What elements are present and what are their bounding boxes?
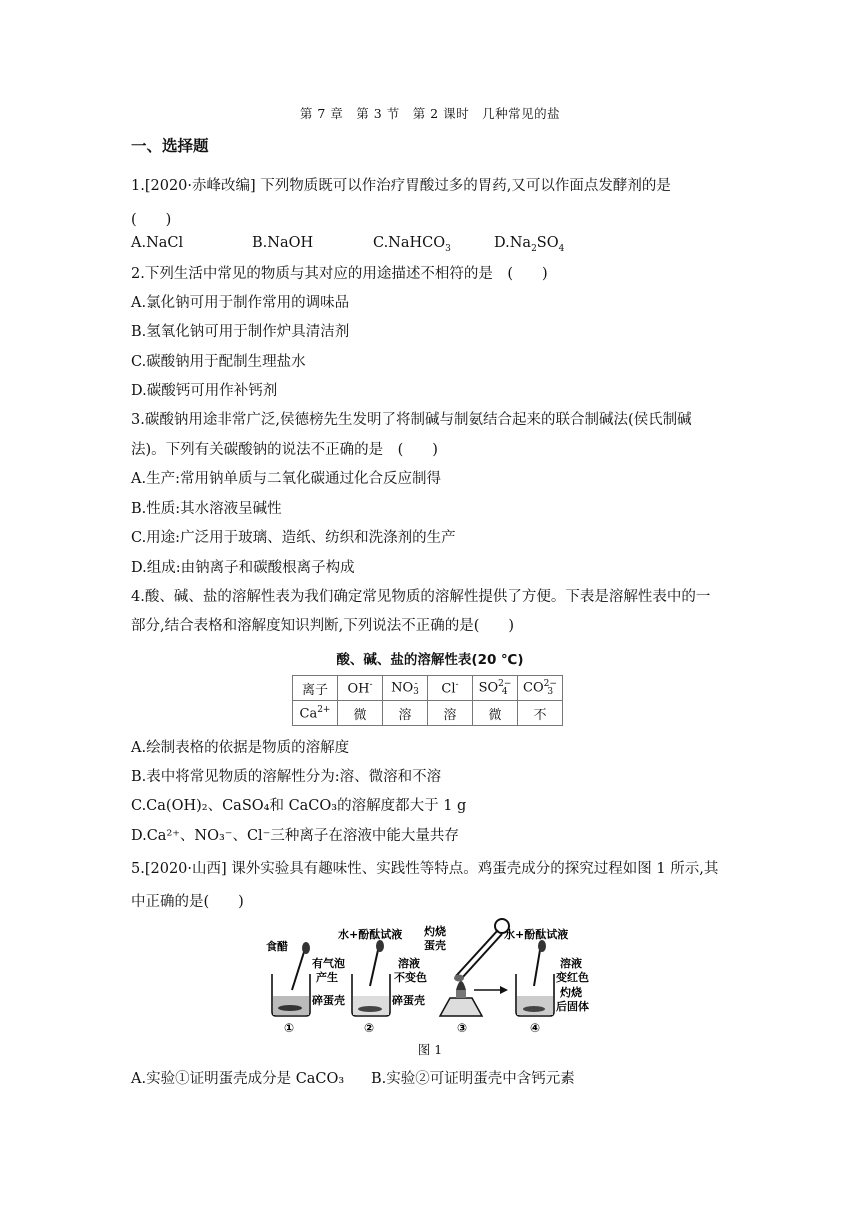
co3-text: CO (523, 680, 544, 696)
table-cell-no3 (383, 676, 428, 701)
label-no-change-1: 溶液 (398, 957, 420, 970)
q4-option-c: C.Ca(OH)₂、CaSO₄和 CaCO₃的溶解度都大于 1 g (131, 798, 467, 814)
arrow-icon (474, 986, 508, 994)
label-residue-2: 后固体 (556, 1000, 589, 1013)
no3-text: NO (391, 680, 414, 696)
q4-option-b: B.表中将常见物质的溶解性分为:溶、微溶和不溶 (131, 769, 442, 785)
so4-text: SO (478, 680, 499, 696)
label-shell-2: 碎蛋壳 (392, 994, 425, 1007)
oh-text: OH (347, 681, 370, 697)
table-cell-ca-co3: 不 (518, 701, 563, 726)
chapter-header: 第 7 章 第 3 节 第 2 课时 几种常见的盐 (299, 106, 561, 121)
q3-option-b: B.性质:其水溶液呈碱性 (131, 501, 282, 517)
q1-option-c-text: C.NaHCO (373, 235, 446, 251)
q1-option-d-mid: SO (536, 235, 559, 251)
q5-options (131, 1067, 575, 1088)
q3-option-a: A.生产:常用钠单质与二氧化碳通过化合反应制得 (131, 471, 441, 487)
q1-option-c (373, 235, 494, 254)
co3-charge: 2− (543, 679, 557, 689)
q1-options (131, 235, 564, 254)
label-num-3: ③ (457, 1021, 468, 1035)
cl-text: Cl (441, 681, 456, 697)
so4-sub: 4 (501, 687, 508, 697)
label-burn-1: 灼烧 (424, 925, 446, 938)
label-vinegar: 食醋 (266, 940, 288, 953)
table-header-row (293, 676, 563, 701)
q4-stem-line1: 4.酸、碱、盐的溶解性表为我们确定常见物质的溶解性提供了方便。下表是溶解性表中的一 (131, 589, 711, 605)
beaker-2 (352, 940, 390, 1016)
no3-sub: 3 (413, 687, 419, 697)
q1-stem-line2: ( ) (131, 212, 172, 228)
table-cell-ca-cl: 溶 (428, 701, 473, 726)
table-cell-ca-no3: 溶 (383, 701, 428, 726)
cl-charge: - (455, 679, 459, 690)
table-cell-ca (293, 701, 338, 726)
q2-option-c: C.碳酸钠用于配制生理盐水 (131, 354, 306, 370)
q2-stem: 2.下列生活中常见的物质与其对应的用途描述不相符的是 ( ) (131, 266, 548, 282)
burner-with-tongs (440, 919, 509, 1016)
table-row-ca (293, 701, 563, 726)
q2-option-d: D.碳酸钙可用作补钙剂 (131, 383, 278, 399)
table-cell-so4 (473, 676, 518, 701)
table-cell-cl (428, 676, 473, 701)
label-shell-1: 碎蛋壳 (312, 994, 345, 1007)
so4-charge: 2− (498, 679, 512, 689)
q1-option-d-text: D.Na (494, 235, 532, 251)
label-no-change-2: 不变色 (394, 971, 427, 984)
experiment-figure (260, 912, 610, 1037)
table-cell-oh (338, 676, 383, 701)
q3-stem-line2: 法)。下列有关碳酸钠的说法不正确的是 ( ) (131, 442, 438, 458)
label-bubbles-1: 有气泡 (312, 957, 345, 970)
q5-option-b: B.实验②可证明蛋壳中含钙元素 (371, 1071, 575, 1087)
ca-charge: 2+ (317, 704, 331, 715)
q1-option-d (494, 235, 564, 254)
label-water-phenol-2: 水+酚酞试液 (504, 928, 569, 941)
q1-option-c-sub: 3 (445, 243, 451, 254)
q2-option-a: A.氯化钠可用于制作常用的调味品 (131, 295, 350, 311)
q1-option-d-sub1: 2 (531, 243, 537, 254)
section-title: 一、选择题 (131, 137, 209, 155)
co3-sub: 3 (547, 687, 554, 697)
label-red-1: 溶液 (560, 957, 582, 970)
table-caption: 酸、碱、盐的溶解性表(20 ℃) (336, 652, 524, 668)
solubility-table (292, 675, 563, 726)
ca-text: Ca (299, 706, 318, 722)
q4-stem-line2: 部分,结合表格和溶解度知识判断,下列说法不正确的是( ) (131, 618, 515, 634)
table-cell-ca-oh: 微 (338, 701, 383, 726)
label-red-2: 变红色 (556, 971, 589, 984)
table-cell-ca-so4: 微 (473, 701, 518, 726)
q5-stem-line1: 5.[2020·山西] 课外实验具有趣味性、实践性等特点。鸡蛋壳成分的探究过程如图 1 所示,其 (131, 861, 719, 877)
label-burn-2: 蛋壳 (424, 939, 446, 952)
label-num-4: ④ (530, 1021, 541, 1035)
q4-option-a: A.绘制表格的依据是物质的溶解度 (131, 740, 350, 756)
q1-option-b: B.NaOH (252, 235, 314, 251)
q1-option-a: A.NaCl (131, 235, 184, 251)
label-num-1: ① (284, 1021, 295, 1035)
q4-option-d: D.Ca²⁺、NO₃⁻、Cl⁻三种离子在溶液中能大量共存 (131, 828, 459, 844)
q2-option-b: B.氢氧化钠可用于制作炉具清洁剂 (131, 324, 350, 340)
label-num-2: ② (364, 1021, 375, 1035)
label-bubbles-2: 产生 (316, 971, 338, 984)
oh-charge: - (369, 679, 373, 690)
beaker-1 (272, 942, 310, 1016)
q5-option-a: A.实验①证明蛋壳成分是 CaCO₃ (131, 1071, 345, 1087)
beaker-4 (516, 940, 554, 1016)
q5-stem-line2: 中正确的是( ) (131, 894, 244, 910)
table-cell-ion: 离子 (293, 676, 338, 701)
q1-stem-line1: 1.[2020·赤峰改编] 下列物质既可以作治疗胃酸过多的胃药,又可以作面点发酵剂的是 (131, 178, 671, 194)
q3-option-c: C.用途:广泛用于玻璃、造纸、纺织和洗涤剂的生产 (131, 530, 456, 546)
q1-option-d-sub2: 4 (558, 243, 565, 254)
label-water-phenol-1: 水+酚酞试液 (338, 928, 403, 941)
figure-caption: 图 1 (417, 1042, 443, 1057)
q3-option-d: D.组成:由钠离子和碳酸根离子构成 (131, 560, 355, 576)
q3-stem-line1: 3.碳酸钠用途非常广泛,侯德榜先生发明了将制碱与制氨结合起来的联合制碱法(侯氏制碱 (131, 412, 692, 428)
label-residue-1: 灼烧 (560, 986, 582, 999)
table-cell-co3 (518, 676, 563, 701)
no3-charge: - (414, 679, 418, 689)
